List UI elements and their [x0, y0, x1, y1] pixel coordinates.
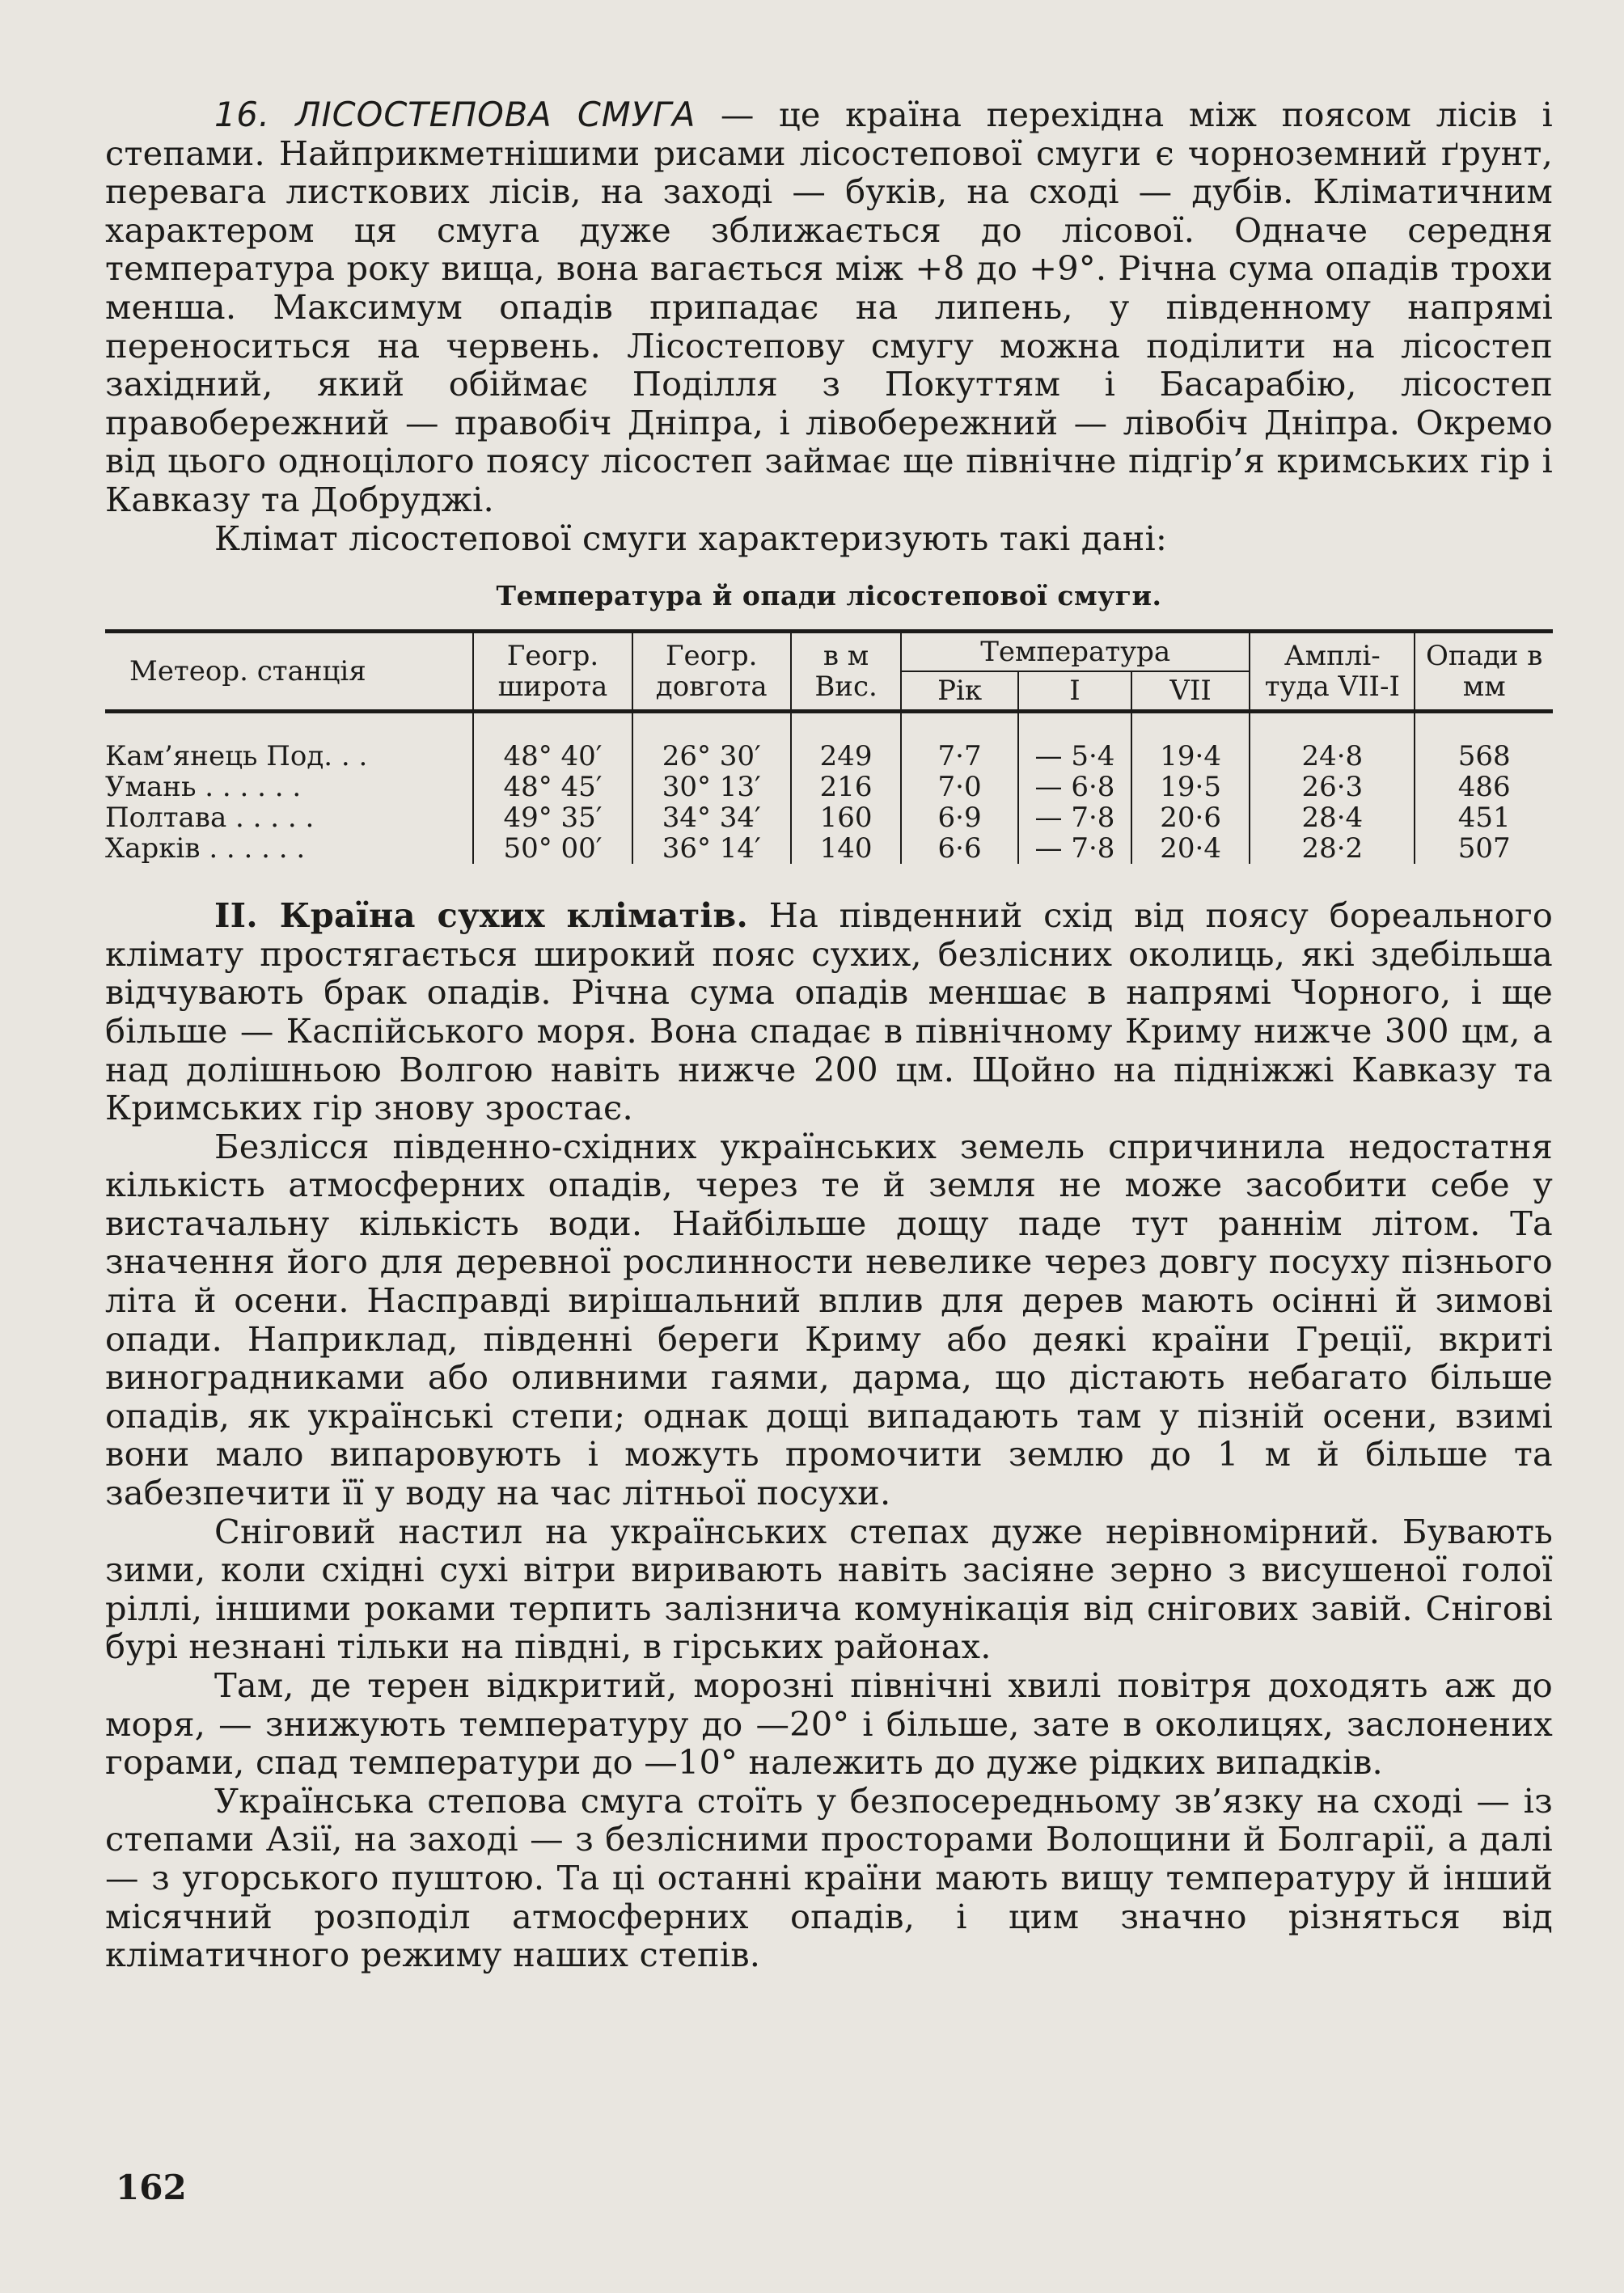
- page-body: [105, 95, 1553, 1974]
- cell-longitude: 30° 13′: [632, 772, 791, 802]
- paragraph-text: — це країна перехідна між поясом лісів і степами. Найприкметнішими рисами лісостепової смуги є чорноземний ґрунт, перевага листкових лісів, на заході — буків, на сході — дубів. Кліматичним характером ця смуга дуже зближається до лісової. Одначе середня температура року вища, вона вагається між +8 до +9°. Річна сума опадів трохи менша. Максимум опадів припадає на липень, у південному напрямі переноситься на червень. Лісостепову смугу можна поділити на лісостеп західний, який обіймає Поділля з Покуттям і Басарабію, лісостеп правобережний — правобіч Дніпра, і лівобережний — лівобіч Дніпра. Окремо від цього одноцілого поясу лісостеп займає ще північне підгір’я кримських гір і Кавказу та Добруджі.: [105, 95, 1553, 519]
- cell-altitude: 249: [791, 712, 901, 772]
- cell-amplitude: 28·4: [1250, 802, 1415, 833]
- cell-longitude: 26° 30′: [632, 712, 791, 772]
- cell-temp-jul: 20·6: [1131, 802, 1250, 833]
- paragraph-text: Клімат лісостепової смуги характеризують такі дані:: [214, 518, 1168, 558]
- paragraph-forest-steppe: [105, 95, 1553, 519]
- cell-longitude: 36° 14′: [632, 833, 791, 864]
- paragraph-climate-intro: [105, 519, 1553, 558]
- cell-station: Полтава . . . . .: [105, 802, 315, 835]
- header-temp-jan: I: [1018, 671, 1131, 712]
- table-title: Температура й опади лісостепової смуги.: [496, 580, 1162, 612]
- cell-amplitude: 28·2: [1250, 833, 1415, 864]
- cell-temp-jul: 20·4: [1131, 833, 1250, 864]
- paragraph-snow-cover: [105, 1512, 1553, 1666]
- paragraph-text: На південний схід від поясу бореального клімату простягається широкий пояс сухих, безлісних околиць, які здебільша відчувають брак опадів. Річна сума опадів меншає в напрямі Чорного, і ще більше — Каспійського моря. Вона спадає в північному Криму нижче 300 цм, а над долішньою Волгою навіть нижче 200 цм. Щойно на підніжжі Кавказу та Кримських гір знову зростає.: [105, 895, 1553, 1128]
- cell-latitude: 48° 40′: [473, 712, 632, 772]
- cell-altitude: 160: [791, 802, 901, 833]
- header-temp-jul: VII: [1131, 671, 1250, 712]
- section-heading-forest-steppe: 16. ЛІСОСТЕПОВА СМУГА: [214, 95, 696, 134]
- paragraph-text: Українська степова смуга стоїть у безпосередньому зв’язку на сході — із степами Азії, на заході — з безлісними просторами Волощини й Болгарії, а далі — з угорського пуштою. Та ці останні країни мають вищу температуру й інший місячний розподіл атмосферних опадів, і цим значно різняться від кліматичного режиму наших степів.: [105, 1780, 1553, 1975]
- cell-amplitude: 24·8: [1250, 712, 1415, 772]
- cell-altitude: 216: [791, 772, 901, 802]
- cell-temp-jan: — 5·4: [1018, 712, 1131, 772]
- table-row: [105, 712, 1553, 772]
- cell-temp-jan: — 7·8: [1018, 833, 1131, 864]
- header-temperature: Температура: [901, 632, 1250, 672]
- header-longitude: Геогр. довгота: [632, 632, 791, 712]
- cell-temp-year: 6·6: [901, 833, 1018, 864]
- header-temp-year: Рік: [901, 671, 1018, 712]
- header-station: Метеор. станція: [105, 632, 473, 712]
- paragraph-frost-waves: [105, 1666, 1553, 1782]
- table-row: [105, 802, 1553, 833]
- paragraph-text: Там, де терен відкритий, морозні північні хвилі повітря доходять аж до моря, — знижують температуру до —20° і більше, зате в околицях, заслонених горами, спад температури до —10° належить до дуже рідких випадків.: [105, 1665, 1553, 1783]
- cell-temp-jan: — 6·8: [1018, 772, 1131, 802]
- cell-temp-year: 7·0: [901, 772, 1018, 802]
- paragraph-steppe-links: [105, 1782, 1553, 1974]
- cell-precipitation: 507: [1415, 833, 1553, 864]
- cell-temp-year: 7·7: [901, 712, 1018, 772]
- cell-latitude: 50° 00′: [473, 833, 632, 864]
- paragraph-text: Сніговий настил на українських степах дуже нерівномірний. Бувають зими, коли східні сухі вітри виривають навіть засіяне зерно з висушеної голої ріллі, іншими роками терпить залізнича комунікація від снігових завій. Снігові бурі незнані тільки на півдні, в гірських районах.: [105, 1511, 1553, 1667]
- cell-longitude: 34° 34′: [632, 802, 791, 833]
- cell-station: Харків . . . . . .: [105, 832, 306, 865]
- paragraph-dry-climates: [105, 896, 1553, 1127]
- cell-latitude: 49° 35′: [473, 802, 632, 833]
- page-number: 162: [116, 2168, 187, 2207]
- cell-latitude: 48° 45′: [473, 772, 632, 802]
- header-latitude: Геогр. широта: [473, 632, 632, 712]
- cell-temp-jan: — 7·8: [1018, 802, 1131, 833]
- paragraph-text: Безлісся південно-східних українських земель спричинила недостатня кількість атмосферних опадів, через те й земля не може засобити себе у вистачальну кількість води. Найбільше дощу паде тут раннім літом. Та значення його для деревної рослинности невелике через довгу посуху пізнього літа й осени. Насправді вирішальний вплив для дерев мають осінні й зимові опади. Наприклад, південні береги Криму або деякі країни Греції, вкриті виноградниками або оливними гаями, дарма, що дістають небагато більше опадів, як українські степи; однак дощі випадають там у пізній осени, взимі вони мало випаровують і можуть промочити землю до 1 м й більше та забезпечити її у воду на час літньої посухи.: [105, 1126, 1553, 1513]
- section-heading-dry-climates: II. Країна сухих кліматів.: [214, 895, 749, 936]
- cell-temp-jul: 19·4: [1131, 712, 1250, 772]
- table-row: [105, 833, 1553, 864]
- header-amplitude: Амплі- туда VII-I: [1250, 632, 1415, 712]
- cell-altitude: 140: [791, 833, 901, 864]
- climate-table: [105, 629, 1553, 864]
- table-row: [105, 772, 1553, 802]
- header-altitude: в м Вис.: [791, 632, 901, 712]
- cell-station: Кам’янець Под. . .: [105, 712, 473, 772]
- cell-temp-year: 6·9: [901, 802, 1018, 833]
- cell-precipitation: 486: [1415, 772, 1553, 802]
- cell-precipitation: 451: [1415, 802, 1553, 833]
- cell-station: Умань . . . . . .: [105, 771, 302, 804]
- header-precipitation: Опади в мм: [1415, 632, 1553, 712]
- paragraph-treelessness: [105, 1127, 1553, 1512]
- cell-temp-jul: 19·5: [1131, 772, 1250, 802]
- cell-precipitation: 568: [1415, 712, 1553, 772]
- cell-amplitude: 26·3: [1250, 772, 1415, 802]
